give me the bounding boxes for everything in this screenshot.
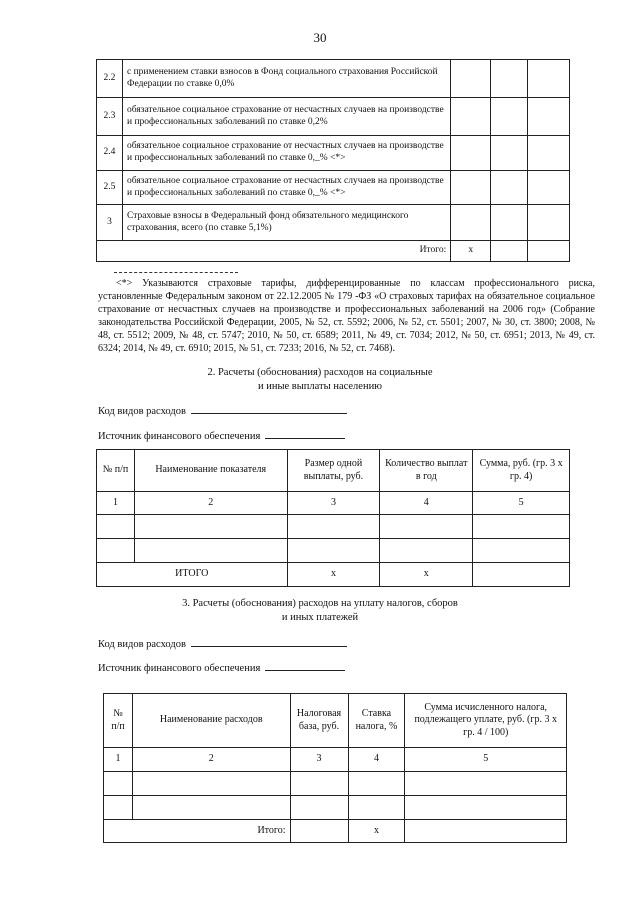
empty-cell — [132, 772, 290, 796]
empty-cell — [451, 205, 491, 241]
table-row — [104, 772, 567, 796]
empty-cell — [451, 136, 491, 171]
header-cell: Сумма исчисленного налога, подлежащего уплате, руб. (гр. 3 х гр. 4 / 100) — [405, 694, 567, 748]
empty-cell — [491, 171, 528, 205]
empty-cell — [380, 539, 473, 563]
table-row — [97, 98, 570, 136]
empty-cell — [97, 515, 135, 539]
empty-cell — [348, 796, 405, 820]
footnote-text: <*> Указываются страховые тарифы, дифференцированные по классам профессионального риска, установленные Федеральным законом от 22.12.2005 № 179 -ФЗ «О страховых тарифах на обязательное социальное страхование от несчастных случаев на производстве и профессиональных заболеваний на 2006 год» (Собрание законодательства Российской Федерации, 2005, № 52, ст. 5592; 2006, № 52, ст. 5501; 2007, № 30, ст. 3800; 2008, № 48, ст. 5512; 2009, № 48, ст. 5747; 2010, № 50, ст. 6589; 2011, № 49, ст. 7034; 2012, № 50, ст. 6951; 2013, № 49, ст. 6324; 2014, № 49, ст. 6910; 2015, № 51, ст. 7233; 2016, № 52, ст. 7468). — [98, 278, 595, 354]
source-label: Источник финансового обеспечения — [98, 663, 261, 674]
row-text: обязательное социальное страхование от несчастных случаев на производстве и профессиональных заболеваний по ставке 0,_% <*> — [122, 136, 450, 171]
empty-cell — [473, 515, 570, 539]
header-cell: Наименование расходов — [132, 694, 290, 748]
header-cell: Ставка налога, % — [348, 694, 405, 748]
empty-cell — [287, 515, 380, 539]
source-blank[interactable] — [265, 429, 345, 439]
section2-source-field — [98, 429, 345, 442]
code-label: Код видов расходов — [98, 639, 186, 650]
empty-cell — [134, 539, 287, 563]
section3-title-line2: и иных платежей — [281, 612, 359, 624]
row-number: 2.5 — [97, 171, 123, 205]
column-number: 1 — [104, 748, 133, 772]
header-cell: Сумма, руб. (гр. 3 х гр. 4) — [473, 450, 570, 492]
header-cell: Размер одной выплаты, руб. — [287, 450, 380, 492]
row-text: обязательное социальное страхование от несчастных случаев на производстве и профессиональных заболеваний по ставке 0,_% <*> — [122, 171, 450, 205]
header-cell: Налоговая база, руб. — [290, 694, 348, 748]
column-number-row — [104, 748, 567, 772]
row-text: обязательное социальное страхование от несчастных случаев на производстве и профессиональных заболеваний по ставке 0,2% — [122, 98, 450, 136]
empty-cell — [473, 539, 570, 563]
social-payments-table — [96, 449, 570, 587]
table-row — [97, 60, 570, 98]
header-cell: № п/п — [104, 694, 133, 748]
empty-cell — [491, 136, 528, 171]
section2-title — [0, 366, 640, 394]
empty-cell — [134, 515, 287, 539]
section2-title-line2: и иные выплаты населению — [257, 381, 383, 393]
empty-cell — [405, 820, 567, 843]
section2-title-line1: 2. Расчеты (обоснования) расходов на социальные — [207, 367, 433, 378]
column-number: 4 — [348, 748, 405, 772]
empty-cell — [287, 539, 380, 563]
header-row — [97, 450, 570, 492]
total-mark: x — [287, 563, 380, 587]
total-label: Итого: — [104, 820, 291, 843]
column-number: 3 — [290, 748, 348, 772]
section3-title-line1: 3. Расчеты (обоснования) расходов на уплату налогов, сборов — [182, 598, 458, 609]
code-label: Код видов расходов — [98, 406, 186, 417]
empty-cell — [528, 60, 570, 98]
row-number: 2.4 — [97, 136, 123, 171]
header-cell: Количество выплат в год — [380, 450, 473, 492]
page-number: 30 — [313, 30, 327, 45]
total-mark: x — [348, 820, 405, 843]
empty-cell — [380, 515, 473, 539]
empty-cell — [290, 772, 348, 796]
empty-cell — [528, 205, 570, 241]
empty-cell — [491, 241, 528, 262]
empty-cell — [290, 796, 348, 820]
total-row — [97, 563, 570, 587]
code-blank[interactable] — [191, 404, 347, 414]
column-number: 5 — [405, 748, 567, 772]
table-row — [97, 205, 570, 241]
table-row — [97, 171, 570, 205]
empty-cell — [528, 136, 570, 171]
row-number: 2.3 — [97, 98, 123, 136]
column-number: 3 — [287, 492, 380, 515]
section3-title — [0, 597, 640, 625]
table-row — [104, 796, 567, 820]
empty-cell — [491, 60, 528, 98]
column-number-row — [97, 492, 570, 515]
row-number: 2.2 — [97, 60, 123, 98]
column-number: 5 — [473, 492, 570, 515]
taxes-table — [103, 693, 567, 843]
empty-cell — [104, 772, 133, 796]
empty-cell — [473, 563, 570, 587]
empty-cell — [491, 98, 528, 136]
column-number: 4 — [380, 492, 473, 515]
source-label: Источник финансового обеспечения — [98, 431, 261, 442]
empty-cell — [104, 796, 133, 820]
section2-code-field — [98, 404, 347, 417]
empty-cell — [528, 98, 570, 136]
header-cell: № п/п — [97, 450, 135, 492]
empty-cell — [405, 796, 567, 820]
table-row — [97, 539, 570, 563]
row-text: с применением ставки взносов в Фонд социального страхования Российской Федерации по ставке 0,0% — [122, 60, 450, 98]
section3-code-field — [98, 637, 347, 650]
total-label: ИТОГО — [97, 563, 288, 587]
table-row — [97, 136, 570, 171]
insurance-contributions-table — [96, 59, 570, 262]
column-number: 2 — [132, 748, 290, 772]
empty-cell — [405, 772, 567, 796]
footnote-divider — [114, 272, 238, 273]
empty-cell — [528, 171, 570, 205]
empty-cell — [491, 205, 528, 241]
total-mark: x — [380, 563, 473, 587]
header-row — [104, 694, 567, 748]
column-number: 2 — [134, 492, 287, 515]
code-blank[interactable] — [191, 637, 347, 647]
empty-cell — [451, 171, 491, 205]
empty-cell — [451, 98, 491, 136]
header-cell: Наименование показателя — [134, 450, 287, 492]
source-blank[interactable] — [265, 661, 345, 671]
empty-cell — [348, 772, 405, 796]
row-number: 3 — [97, 205, 123, 241]
column-number: 1 — [97, 492, 135, 515]
total-mark: x — [451, 241, 491, 262]
empty-cell — [290, 820, 348, 843]
empty-cell — [132, 796, 290, 820]
empty-cell — [97, 539, 135, 563]
row-text: Страховые взносы в Федеральный фонд обязательного медицинского страхования, всего (по ставке 5,1%) — [122, 205, 450, 241]
total-label: Итого: — [97, 241, 451, 262]
footnote — [98, 277, 595, 355]
empty-cell — [528, 241, 570, 262]
empty-cell — [451, 60, 491, 98]
total-row — [104, 820, 567, 843]
table-row — [97, 515, 570, 539]
section3-source-field — [98, 661, 345, 674]
total-row — [97, 241, 570, 262]
